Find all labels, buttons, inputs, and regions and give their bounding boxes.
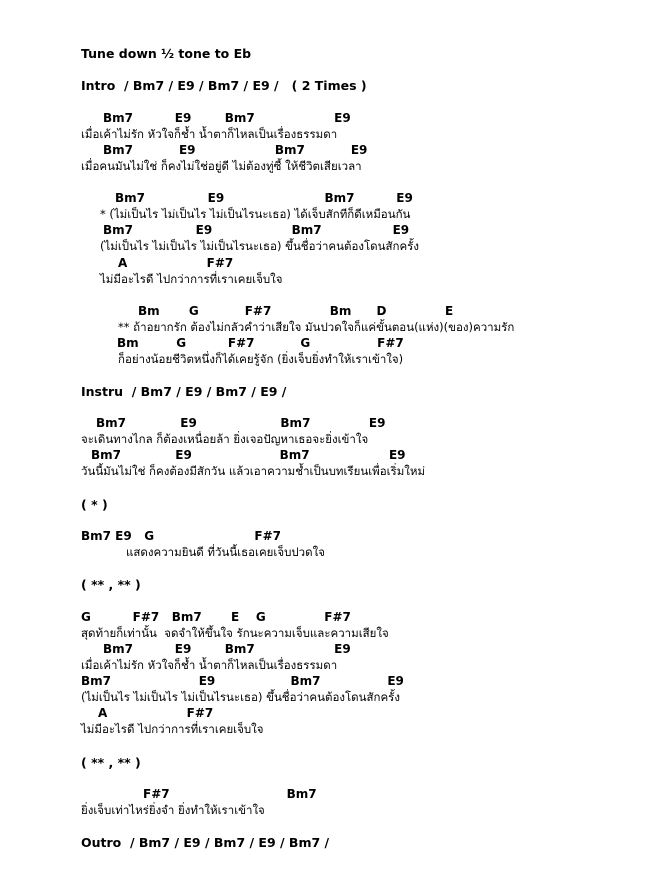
chord-line: Bm7 E9 Bm7 E9 — [115, 191, 413, 205]
chord-line: Bm7 E9 G F#7 — [81, 529, 281, 543]
instru-line: Instru / Bm7 / E9 / Bm7 / E9 / — [81, 384, 287, 399]
chord-line: Bm7 E9 Bm7 E9 — [103, 143, 368, 157]
lyric-line: (ไม่เป็นไร ไม่เป็นไร ไม่เป็นไรนะเธอ) ขึ้นชื่อว่าคนต้องโดนสักครั้ง — [81, 690, 400, 704]
chord-line: Bm G F#7 Bm D E — [138, 304, 454, 318]
lyric-line: วันนี้มันไม่ใช่ ก็คงต้องมีสักวัน แล้วเอาความช้ำเป็นบทเรียนเพื่อเริ่มใหม่ — [81, 464, 426, 478]
lyric-line: ไม่มีอะไรดี ไปกว่าการที่เราเคยเจ็บใจ — [81, 722, 264, 736]
chord-line: Bm7 E9 Bm7 E9 — [103, 223, 410, 237]
tuning-note: Tune down ½ tone to Eb — [81, 46, 252, 61]
lyric-line: สุดท้ายก็เท่านั้น จดจำให้ขึ้นใจ รักนะความเจ็บและความเสียใจ — [81, 626, 389, 640]
chord-line: Bm7 E9 Bm7 E9 — [96, 416, 386, 430]
lyric-line: เมื่อเค้าไม่รัก หัวใจก็ช้ำ น้ำตาก็ไหลเป็นเรื่องธรรมดา — [81, 658, 338, 672]
chord-line: A F#7 — [98, 706, 214, 720]
lyric-line: จะเดินทางไกล ก็ต้องเหนื่อยล้า ยิ่งเจอปัญหาเธอจะยิ่งเข้าใจ — [81, 432, 369, 446]
lyric-line: ก็อย่างน้อยชีวิตหนึ่งก็ได้เคยรู้จัก (ยิ่งเจ็บยิ่งทำให้เราเข้าใจ) — [118, 352, 404, 366]
lyric-line: เมื่อคนมันไม่ใช่ ก็คงไม่ใช่อยู่ดี ไม่ต้องทู่ซี้ ให้ชีวิตเสียเวลา — [81, 159, 362, 173]
lyric-line: * (ไม่เป็นไร ไม่เป็นไร ไม่เป็นไรนะเธอ) ได้เจ็บสักทีก็ดีเหมือนกัน — [100, 207, 411, 221]
chord-line: Bm7 E9 Bm7 E9 — [103, 642, 351, 656]
chord-line: Bm7 E9 Bm7 E9 — [91, 448, 406, 462]
chord-line: A F#7 — [118, 256, 234, 270]
lyric-line: ** ถ้าอยากรัก ต้องไม่กลัวคำว่าเสียใจ มันปวดใจก็แค่ขั้นตอน(แห่ง)(ของ)ความรัก — [118, 320, 515, 334]
repeat-marker: ( ** , ** ) — [81, 755, 141, 770]
lyric-line: แสดงความยินดี ที่วันนี้เธอเคยเจ็บปวดใจ — [126, 545, 325, 559]
lyric-line: (ไม่เป็นไร ไม่เป็นไร ไม่เป็นไรนะเธอ) ขึ้นชื่อว่าคนต้องโดนสักครั้ง — [100, 239, 419, 253]
lyric-line: ไม่มีอะไรดี ไปกว่าการที่เราเคยเจ็บใจ — [100, 272, 283, 286]
chord-line: G F#7 Bm7 E G F#7 — [81, 610, 351, 624]
lyric-line: ยิ่งเจ็บเท่าไหร่ยิ่งจำ ยิ่งทำให้เราเข้าใจ — [81, 803, 265, 817]
chord-line: F#7 Bm7 — [143, 787, 317, 801]
repeat-marker: ( ** , ** ) — [81, 577, 141, 592]
chord-line: Bm7 E9 Bm7 E9 — [81, 674, 404, 688]
chord-line: Bm G F#7 G F#7 — [117, 336, 404, 350]
lyric-line: เมื่อเค้าไม่รัก หัวใจก็ช้ำ น้ำตาก็ไหลเป็นเรื่องธรรมดา — [81, 127, 338, 141]
chord-line: Bm7 E9 Bm7 E9 — [103, 111, 351, 125]
repeat-marker: ( * ) — [81, 497, 108, 512]
outro-line: Outro / Bm7 / E9 / Bm7 / E9 / Bm7 / — [81, 835, 330, 850]
intro-line: Intro / Bm7 / E9 / Bm7 / E9 / ( 2 Times ) — [81, 78, 367, 93]
